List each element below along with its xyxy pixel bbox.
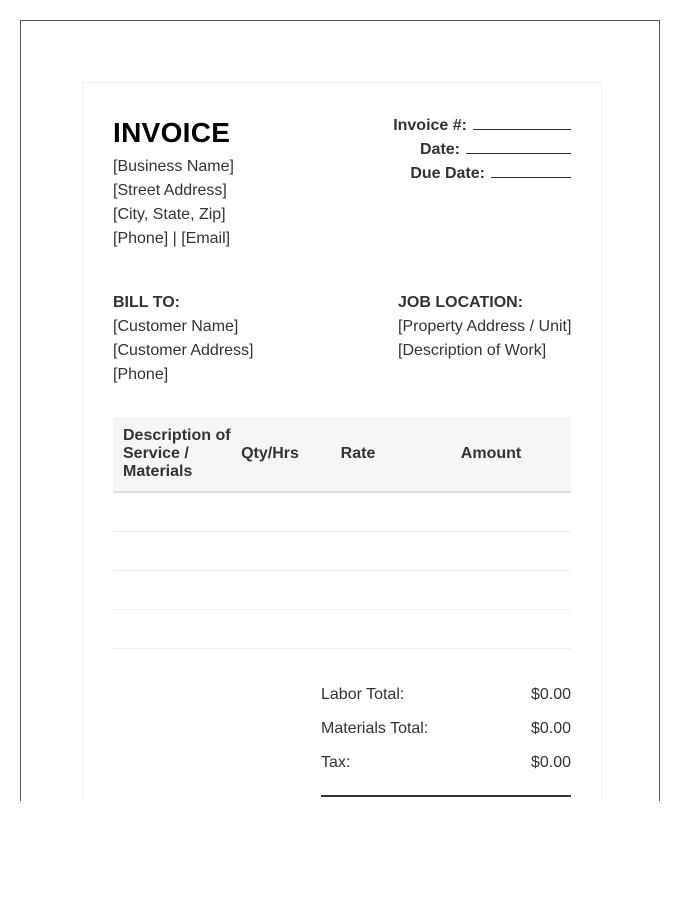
table-cell[interactable]: [113, 492, 235, 532]
business-city-state-zip: [City, State, Zip]: [113, 206, 226, 223]
tax-label: Tax:: [321, 754, 351, 771]
date-field[interactable]: [466, 139, 571, 154]
table-header-row: [113, 417, 571, 492]
invoice-number-row: [393, 114, 571, 138]
column-header-rate: Rate: [305, 417, 411, 492]
table-cell[interactable]: [411, 532, 571, 571]
table-cell[interactable]: [305, 610, 411, 649]
bill-to-heading: BILL TO:: [113, 294, 180, 311]
line-items-table: [113, 417, 571, 649]
table-cell[interactable]: [411, 571, 571, 610]
invoice-meta: [393, 114, 571, 186]
table-cell[interactable]: [235, 532, 305, 571]
table-row: [113, 532, 571, 571]
business-info: [113, 155, 234, 251]
table-cell[interactable]: [113, 532, 235, 571]
table-cell[interactable]: [305, 532, 411, 571]
column-header-amount: Amount: [411, 417, 571, 492]
customer-phone: [Phone]: [113, 366, 169, 383]
column-header-qty: Qty/Hrs: [235, 417, 305, 492]
page-frame: [20, 20, 660, 801]
customer-address: [Customer Address]: [113, 342, 254, 359]
table-cell[interactable]: [235, 610, 305, 649]
date-row: [393, 138, 571, 162]
job-location-section: [398, 291, 571, 363]
tax-value: $0.00: [530, 754, 571, 771]
materials-total-row: [321, 717, 571, 751]
table-cell[interactable]: [235, 492, 305, 532]
table-row: [113, 571, 571, 610]
invoice-document: [82, 82, 602, 801]
job-location-heading: JOB LOCATION:: [398, 294, 524, 311]
totals-section: [321, 683, 571, 797]
table-cell[interactable]: [411, 610, 571, 649]
column-header-description: Description of Service / Materials: [113, 417, 235, 492]
table-cell[interactable]: [411, 492, 571, 532]
table-cell[interactable]: [113, 571, 235, 610]
bill-to-section: [113, 291, 254, 387]
business-phone-email: [Phone] | [Email]: [113, 230, 231, 247]
business-street-address: [Street Address]: [113, 182, 227, 199]
labor-total-row: [321, 683, 571, 717]
date-label: Date:: [419, 141, 460, 158]
invoice-title: INVOICE: [113, 117, 231, 148]
invoice-number-label: Invoice #:: [393, 117, 467, 134]
business-name: [Business Name]: [113, 158, 234, 175]
due-date-label: Due Date:: [410, 165, 485, 182]
table-cell[interactable]: [235, 571, 305, 610]
table-row: [113, 610, 571, 649]
property-address: [Property Address / Unit]: [398, 318, 572, 335]
labor-total-label: Labor Total:: [321, 686, 405, 703]
customer-name: [Customer Name]: [113, 318, 239, 335]
table-row: [113, 492, 571, 532]
table-cell[interactable]: [113, 610, 235, 649]
tax-row: [321, 751, 571, 785]
materials-total-value: $0.00: [530, 720, 571, 737]
totals-divider: [321, 795, 571, 797]
labor-total-value: $0.00: [530, 686, 571, 703]
materials-total-label: Materials Total:: [321, 720, 429, 737]
table-cell[interactable]: [305, 571, 411, 610]
due-date-field[interactable]: [491, 163, 571, 178]
table-cell[interactable]: [305, 492, 411, 532]
work-description: [Description of Work]: [398, 342, 547, 359]
invoice-number-field[interactable]: [473, 115, 571, 130]
due-date-row: [393, 162, 571, 186]
